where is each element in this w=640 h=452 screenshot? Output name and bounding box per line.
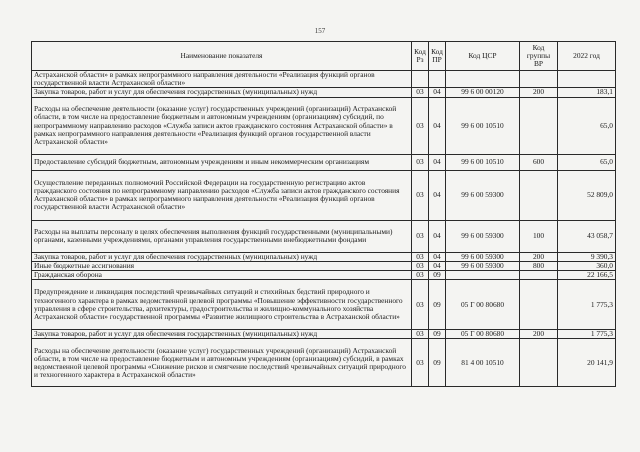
table-row <box>32 88 616 97</box>
row-csr-cell: 81 4 00 10510 <box>446 339 520 387</box>
row-pr-cell: 04 <box>429 154 446 170</box>
table-row <box>32 280 616 330</box>
table-header-row <box>32 42 616 71</box>
row-amount-cell: 20 141,9 <box>558 339 616 387</box>
row-name-cell: Иные бюджетные ассигнования <box>32 261 412 270</box>
header-year: 2022 год <box>558 42 616 71</box>
row-rz-cell: 03 <box>412 154 429 170</box>
row-rz-cell: 03 <box>412 170 429 220</box>
row-amount-cell: 1 775,3 <box>558 330 616 339</box>
row-name-cell: Гражданская оборона <box>32 271 412 280</box>
row-amount-cell: 183,1 <box>558 88 616 97</box>
row-vr-cell <box>520 280 558 330</box>
table-row <box>32 261 616 270</box>
table-row <box>32 71 616 88</box>
row-amount-cell: 65,0 <box>558 97 616 154</box>
table-row <box>32 170 616 220</box>
row-amount-cell <box>558 71 616 88</box>
header-pr: Код ПР <box>429 42 446 71</box>
row-rz-cell <box>412 71 429 88</box>
row-csr-cell: 99 6 00 10510 <box>446 97 520 154</box>
row-amount-cell: 22 166,5 <box>558 271 616 280</box>
row-amount-cell: 52 809,0 <box>558 170 616 220</box>
row-csr-cell: 99 6 00 59300 <box>446 220 520 252</box>
row-name-cell: Предоставление субсидий бюджетным, автономным учреждениям и иным некоммерческим организациям <box>32 154 412 170</box>
row-csr-cell: 99 6 00 10510 <box>446 154 520 170</box>
row-csr-cell: 99 6 00 59300 <box>446 261 520 270</box>
row-name-cell: Предупреждение и ликвидация последствий чрезвычайных ситуаций и стихийных бедствий природного и техногенного характера в рамках ведомственной целевой программы «Повышение эффективности государственного управления в сфере строительства, архитектуры, градостроительства и жилищно-коммунального хозяйства Астраханской области» государственной программы «Развитие жилищного строительства в Астраханской области» <box>32 280 412 330</box>
row-name-cell: Расходы на обеспечение деятельности (оказание услуг) государственных учреждений (организаций) Астраханской области, в том числе на предоставление бюджетным и автономным учреждениям (организациям) субсидий, по непрограммному направлению расходов «Служба записи актов гражданского состояния Астраханской области» в рамках непрограммного направления деятельности «Реализация функций органов государственной власти Астраханской области» <box>32 97 412 154</box>
table-row <box>32 271 616 280</box>
row-pr-cell: 04 <box>429 252 446 261</box>
row-name-cell: Закупка товаров, работ и услуг для обеспечения государственных (муниципальных) нужд <box>32 252 412 261</box>
page-number: 157 <box>314 27 326 35</box>
table-row <box>32 97 616 154</box>
row-csr-cell: 99 6 00 59300 <box>446 170 520 220</box>
row-pr-cell <box>429 71 446 88</box>
row-pr-cell: 09 <box>429 330 446 339</box>
row-csr-cell: 99 6 00 59300 <box>446 252 520 261</box>
row-name-cell: Закупка товаров, работ и услуг для обеспечения государственных (муниципальных) нужд <box>32 88 412 97</box>
row-vr-cell <box>520 170 558 220</box>
header-vr: Код группы ВР <box>520 42 558 71</box>
row-name-cell: Осуществление переданных полномочий Российской Федерации на государственную регистрацию актов гражданского состояния по непрограммному направлению расходов «Служба записи актов гражданского состояния Астраханской области» в рамках непрограммного направления деятельности «Реализация функций органов государственной власти Астраханской области» <box>32 170 412 220</box>
row-rz-cell: 03 <box>412 339 429 387</box>
row-vr-cell <box>520 97 558 154</box>
row-vr-cell <box>520 271 558 280</box>
row-rz-cell: 03 <box>412 271 429 280</box>
row-pr-cell: 09 <box>429 339 446 387</box>
table-row <box>32 252 616 261</box>
row-pr-cell: 09 <box>429 280 446 330</box>
header-csr: Код ЦСР <box>446 42 520 71</box>
row-rz-cell: 03 <box>412 220 429 252</box>
row-amount-cell: 1 775,3 <box>558 280 616 330</box>
row-rz-cell: 03 <box>412 330 429 339</box>
row-amount-cell: 65,0 <box>558 154 616 170</box>
row-vr-cell: 600 <box>520 154 558 170</box>
row-pr-cell: 04 <box>429 170 446 220</box>
row-vr-cell <box>520 71 558 88</box>
row-csr-cell: 05 Г 00 80680 <box>446 280 520 330</box>
row-csr-cell <box>446 71 520 88</box>
row-vr-cell: 200 <box>520 330 558 339</box>
row-amount-cell: 43 058,7 <box>558 220 616 252</box>
table-row <box>32 220 616 252</box>
row-pr-cell: 09 <box>429 271 446 280</box>
row-vr-cell: 200 <box>520 252 558 261</box>
table-row <box>32 330 616 339</box>
row-vr-cell: 800 <box>520 261 558 270</box>
row-rz-cell: 03 <box>412 252 429 261</box>
row-name-cell: Расходы на выплаты персоналу в целях обеспечения выполнения функций государственными (муниципальными) органами, казенными учреждениями, органами управления государственными внебюджетными фондами <box>32 220 412 252</box>
row-rz-cell: 03 <box>412 280 429 330</box>
row-pr-cell: 04 <box>429 220 446 252</box>
row-rz-cell: 03 <box>412 88 429 97</box>
row-vr-cell: 100 <box>520 220 558 252</box>
row-csr-cell: 05 Г 00 80680 <box>446 330 520 339</box>
row-name-cell: Расходы на обеспечение деятельности (оказание услуг) государственных учреждений (организаций) Астраханской области, в том числе на предоставление бюджетным и автономным учреждениям (организациям) субсидий, в рамках ведомственной целевой программы «Снижение рисков и смягчение последствий чрезвычайных ситуаций природного и техногенного характера в Астраханской области» <box>32 339 412 387</box>
row-rz-cell: 03 <box>412 261 429 270</box>
row-pr-cell: 04 <box>429 88 446 97</box>
row-name-cell: Закупка товаров, работ и услуг для обеспечения государственных (муниципальных) нужд <box>32 330 412 339</box>
row-vr-cell <box>520 339 558 387</box>
row-csr-cell: 99 6 00 00120 <box>446 88 520 97</box>
row-amount-cell: 9 390,3 <box>558 252 616 261</box>
row-vr-cell: 200 <box>520 88 558 97</box>
row-amount-cell: 360,0 <box>558 261 616 270</box>
header-name: Наименование показателя <box>32 42 412 71</box>
budget-table <box>31 41 616 387</box>
table-row <box>32 154 616 170</box>
header-rz: Код Рз <box>412 42 429 71</box>
table-row <box>32 339 616 387</box>
row-csr-cell <box>446 271 520 280</box>
row-rz-cell: 03 <box>412 97 429 154</box>
row-pr-cell: 04 <box>429 97 446 154</box>
row-pr-cell: 04 <box>429 261 446 270</box>
row-name-cell: Астраханской области» в рамках непрограммного направления деятельности «Реализация функций органов государственной власти Астраханской области» <box>32 71 412 88</box>
